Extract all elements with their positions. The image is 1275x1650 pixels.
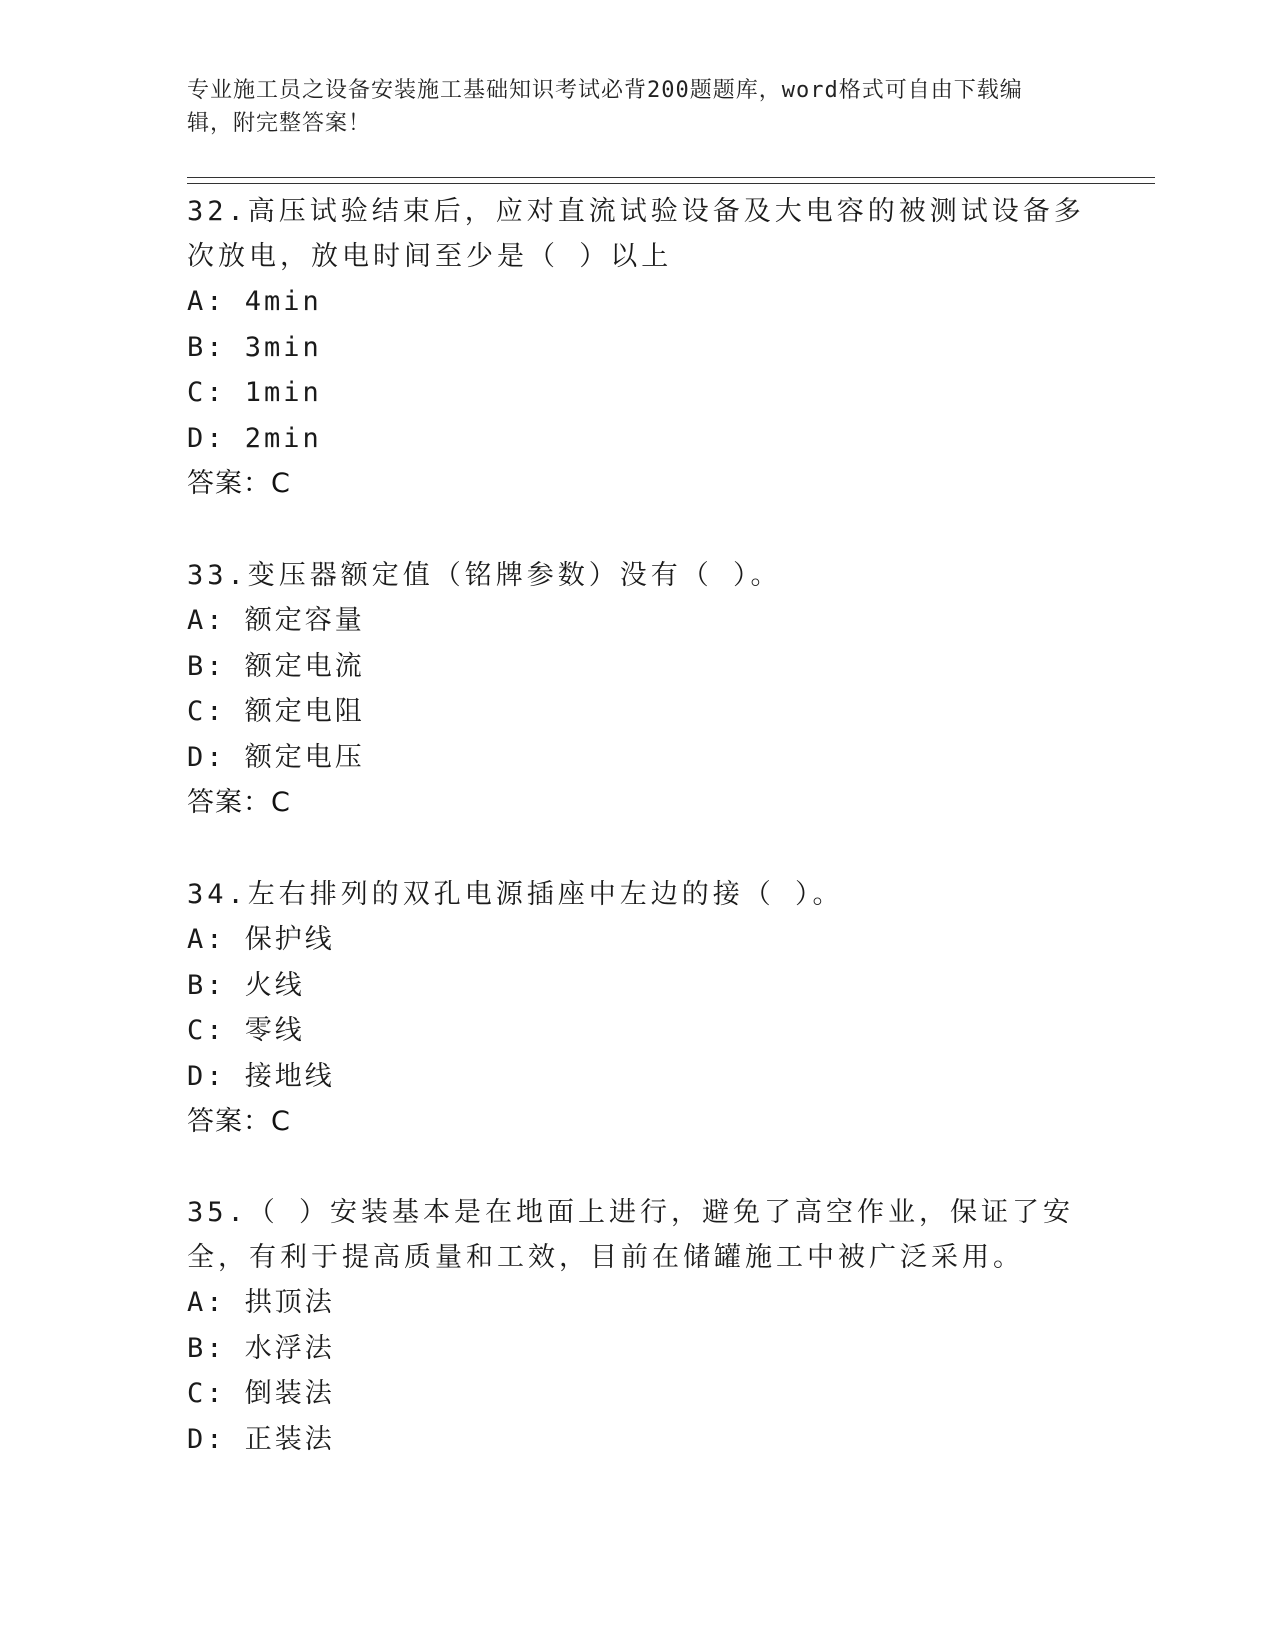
option-a: A: 拱顶法 <box>187 1287 335 1318</box>
option-c: C: 倒装法 <box>187 1378 335 1409</box>
option-d: D: 正装法 <box>187 1423 335 1455</box>
question-stem: 35.（ ）安装基本是在地面上进行，避免了高空作业，保证了安全，有利于提高质量和工效，目前在储罐施工中被广泛采用。 <box>187 1197 1075 1273</box>
option-list <box>187 279 1087 461</box>
document-header: 专业施工员之设备安装施工基础知识考试必背200题题库，word格式可自由下载编辑，附完整答案！ <box>187 78 1023 136</box>
question-35 <box>187 1190 1087 1462</box>
option-d: D: 接地线 <box>187 1060 335 1092</box>
option-c: C: 零线 <box>187 1015 305 1046</box>
option-list <box>187 917 1087 1099</box>
question-stem: 34.左右排列的双孔电源插座中左边的接（ ）。 <box>187 879 844 910</box>
option-b: B: 水浮法 <box>187 1332 335 1364</box>
option-a: A: 保护线 <box>187 924 335 955</box>
header-divider-top <box>187 177 1155 178</box>
answer-label: 答案：C <box>187 1106 291 1137</box>
option-c: C: 1min <box>187 377 322 408</box>
question-stem: 33.变压器额定值（铭牌参数）没有（ ）。 <box>187 560 782 591</box>
question-33 <box>187 553 1087 825</box>
header-divider-bottom <box>187 183 1155 184</box>
question-stem: 32.高压试验结束后，应对直流试验设备及大电容的被测试设备多次放电，放电时间至少是（ ）以上 <box>187 196 1085 272</box>
option-list <box>187 598 1087 780</box>
option-d: D: 2min <box>187 422 322 454</box>
option-list <box>187 1280 1087 1462</box>
option-b: B: 火线 <box>187 969 305 1001</box>
option-c: C: 额定电阻 <box>187 696 365 727</box>
option-a: A: 4min <box>187 286 322 317</box>
question-32 <box>187 189 1087 506</box>
option-b: B: 3min <box>187 331 322 363</box>
option-b: B: 额定电流 <box>187 650 365 682</box>
option-a: A: 额定容量 <box>187 605 365 636</box>
answer-label: 答案：C <box>187 787 291 818</box>
answer-label: 答案：C <box>187 468 291 499</box>
option-d: D: 额定电压 <box>187 741 365 773</box>
question-34 <box>187 872 1087 1144</box>
